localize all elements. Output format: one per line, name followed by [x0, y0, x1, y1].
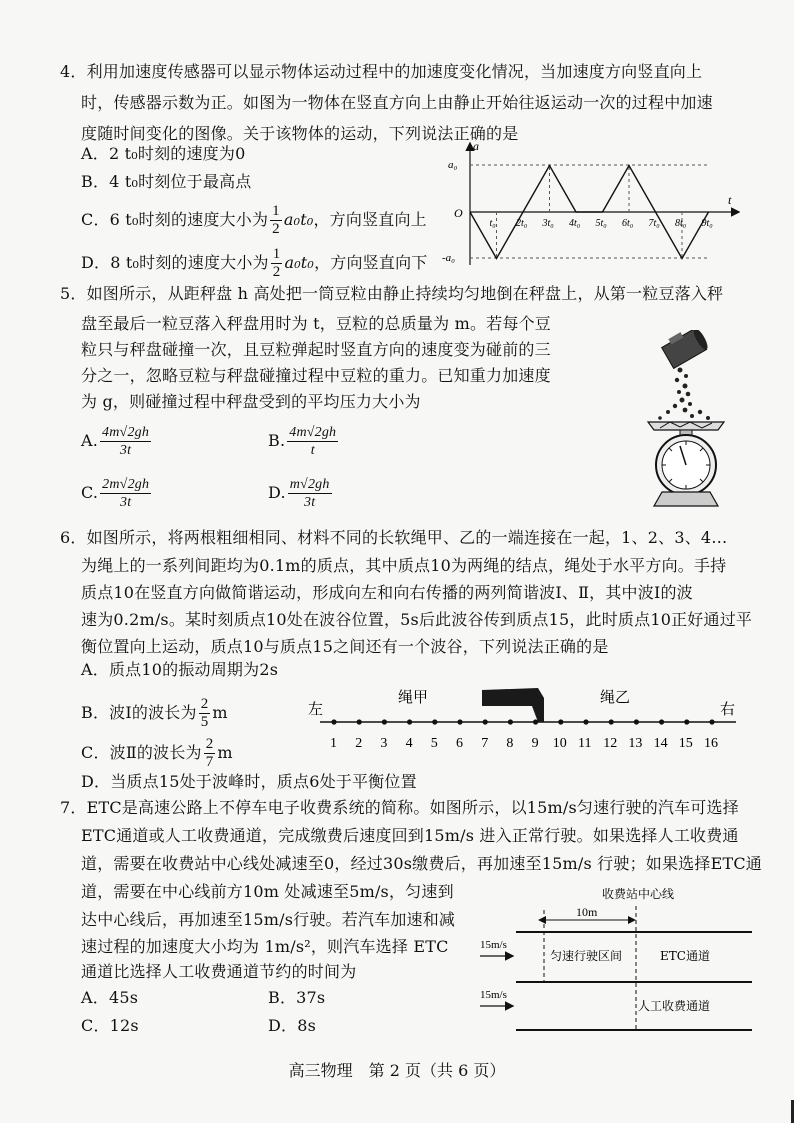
rope-point-label: 2 [355, 736, 363, 751]
uniform-zone-label: 匀速行驶区间 [550, 949, 623, 963]
q7-option-a: A．45s [81, 988, 139, 1007]
scale-pan [648, 422, 724, 430]
rope-point [609, 719, 614, 724]
acceleration-time-graph [440, 140, 740, 270]
distance-label: 10m [576, 905, 598, 919]
falling-beans [658, 368, 710, 421]
q6-option-b: B．波Ⅰ的波长为 $\frac{2}{5}$ m [81, 696, 228, 730]
q4-stem-line3: 度随时间变化的图像。关于该物体的运动，下列说法正确的是 [81, 124, 519, 143]
q5-stem-line1: 5．如图所示，从距秤盘 h 高处把一筒豆粒由静止持续均匀地倒在秤盘上，从第一粒豆落入秤 [60, 284, 724, 303]
q7-stem-line7: 通道比选择人工收费通道节约的时间为 [81, 962, 357, 981]
rope-point-label: 14 [653, 736, 668, 751]
rope-point [634, 719, 639, 724]
rope-yi-label: 绳乙 [600, 688, 631, 706]
t-axis-label: t [728, 193, 732, 207]
q7-stem-line5: 达中心线后，再加速至15m/s行驶。若汽车加速和减 [81, 910, 456, 929]
q7-stem-line1: 7．ETC是高速公路上不停车电子收费系统的简称。如图所示，以15m/s匀速行驶的汽车可选择 [60, 798, 739, 817]
time-tick-label: 5t₀ [595, 218, 607, 229]
etc-speed-label: 15m/s [480, 939, 507, 951]
q6-stem-line3: 质点10在竖直方向做简谐运动，形成向左和向右传播的两列简谐波Ⅰ、Ⅱ，其中波Ⅰ的波 [81, 583, 693, 602]
time-tick-label: 2t₀ [516, 218, 528, 229]
q5-stem-line5: 为 g，则碰撞过程中秤盘受到的平均压力大小为 [81, 392, 421, 411]
q6-stem-line5: 衡位置向上运动，质点10与质点15之间还有一个波谷，下列说法正确的是 [81, 637, 609, 656]
q6-stem-line1: 6．如图所示，将两根粗细相同、材料不同的长软绳甲、乙的一端连接在一起，1、2、3、4… [60, 528, 728, 547]
rope-jia-label: 绳甲 [398, 688, 429, 706]
rope-point [483, 719, 488, 724]
rope-left-label: 左 [308, 700, 324, 718]
rope-right-label: 右 [720, 700, 736, 718]
rope-point [583, 719, 588, 724]
q7-option-c: C．12s [81, 1016, 139, 1035]
rope-diagram [300, 684, 740, 752]
toll-diagram [470, 884, 770, 1034]
toll-center-label: 收费站中心线 [602, 887, 675, 901]
q4-stem-line2: 时，传感器示数为正。如图为一物体在竖直方向上由静止开始往返运动一次的过程中加速 [81, 93, 713, 112]
time-tick-label: 4t₀ [569, 218, 581, 229]
rope-point-label: 16 [704, 736, 718, 751]
hand-icon [482, 688, 544, 722]
q7-stem-line6: 速过程的加速度大小均为 1m/s²，则汽车选择 ETC [81, 937, 449, 956]
time-tick-label: t₀ [489, 218, 496, 229]
time-tick-label: 9t₀ [701, 218, 713, 229]
q7-option-b: B．37s [268, 988, 326, 1007]
q4-option-c: C．6 t₀时刻的速度大小为 $\frac{1}{2}$ a₀t₀，方向竖直向上 [81, 203, 427, 237]
rope-point-label: 11 [578, 736, 592, 751]
time-tick-label: 3t₀ [542, 218, 554, 229]
rope-point [457, 719, 462, 724]
q6-option-d: D．当质点15处于波峰时，质点6处于平衡位置 [81, 772, 417, 791]
neg-a0-label: -a₀ [442, 252, 455, 264]
rope-point [558, 719, 563, 724]
rope-point [432, 719, 437, 724]
scale-illustration [630, 330, 750, 510]
rope-point [357, 719, 362, 724]
a0-label: a₀ [448, 159, 458, 171]
q5-stem-line2: 盘至最后一粒豆落入秤盘用时为 t，豆粒的总质量为 m。若每个豆 [81, 314, 551, 333]
q4-option-d: D．8 t₀时刻的速度大小为 $\frac{1}{2}$ a₀t₀，方向竖直向下 [81, 246, 428, 280]
q5-option-b: B. $\frac{4m√2gh}{t}$ [268, 425, 337, 458]
q5-option-a: A. $\frac{4m√2gh}{3t}$ [81, 425, 150, 458]
rope-point-label: 10 [552, 736, 567, 751]
rope-point-label: 13 [628, 736, 643, 751]
rope-point-label: 15 [678, 736, 693, 751]
q6-stem-line4: 速为0.2m/s。某时刻质点10处在波谷位置，5s后此波谷传到质点15，此时质点10正好通过平 [81, 610, 753, 629]
page-footer: 高三物理 第 2 页（共 6 页） [288, 1061, 506, 1080]
q7-stem-line3: 道，需要在收费站中心线处减速至0，经过30s缴费后，再加速至15m/s 行驶；如果选择ETC通 [81, 854, 762, 873]
q6-option-c: C．波Ⅱ的波长为 $\frac{2}{7}$ m [81, 736, 233, 770]
q7-option-d: D．8s [268, 1016, 317, 1035]
q5-option-c: C. $\frac{2m√2gh}{3t}$ [81, 477, 150, 510]
rope-point [533, 719, 538, 724]
time-tick-label: 7t₀ [648, 218, 660, 229]
rope-point [508, 719, 513, 724]
rope-point-label: 6 [456, 736, 463, 751]
rope-point-label: 12 [603, 736, 618, 751]
time-tick-label: 6t₀ [622, 218, 634, 229]
rope-point-label: 1 [330, 736, 337, 751]
q5-stem-line4: 分之一，忽略豆粒与秤盘碰撞过程中豆粒的重力。已知重力加速度 [81, 366, 551, 385]
manual-lane-label: 人工收费通道 [638, 999, 711, 1013]
q5-stem-line3: 粒只与秤盘碰撞一次，且豆粒弹起时竖直方向的速度变为碰前的三 [81, 340, 551, 359]
manual-speed-label: 15m/s [480, 989, 507, 1001]
scale-base [654, 492, 718, 506]
q4-option-a: A．2 t₀时刻的速度为0 [81, 144, 246, 163]
rope-point [709, 719, 714, 724]
rope-point-label: 9 [531, 736, 539, 751]
rope-point-label: 5 [430, 736, 438, 751]
rope-point [659, 719, 664, 724]
rope-point [382, 719, 387, 724]
q4-stem-line1: 4．利用加速度传感器可以显示物体运动过程中的加速度变化情况，当加速度方向竖直向上 [60, 62, 703, 81]
rope-point [407, 719, 412, 724]
q5-option-d: D. $\frac{m√2gh}{3t}$ [268, 477, 330, 510]
rope-point-label: 4 [405, 736, 413, 751]
rope-point-label: 3 [380, 736, 388, 751]
q7-stem-line4: 道，需要在中心线前方10m 处减速至5m/s，匀速到 [81, 882, 454, 901]
bean-can-icon [660, 330, 710, 368]
q6-stem-line2: 为绳上的一系列间距均为0.1m的质点，其中质点10为两绳的结点，绳处于水平方向。手持 [81, 556, 727, 575]
rope-point [684, 719, 689, 724]
time-tick-label: 8t₀ [675, 218, 687, 229]
origin-label: O [454, 206, 463, 220]
rope-point-label: 8 [506, 736, 514, 751]
etc-lane-label: ETC通道 [660, 949, 710, 963]
q6-option-a: A．质点10的振动周期为2s [81, 660, 279, 679]
rope-point-label: 7 [481, 736, 489, 751]
rope-point [331, 719, 336, 724]
a-axis-label: a [473, 140, 479, 153]
q7-stem-line2: ETC通道或人工收费通道，完成缴费后速度回到15m/s 进入正常行驶。如果选择人工收费通 [81, 826, 739, 845]
q4-option-b: B．4 t₀时刻位于最高点 [81, 172, 252, 191]
